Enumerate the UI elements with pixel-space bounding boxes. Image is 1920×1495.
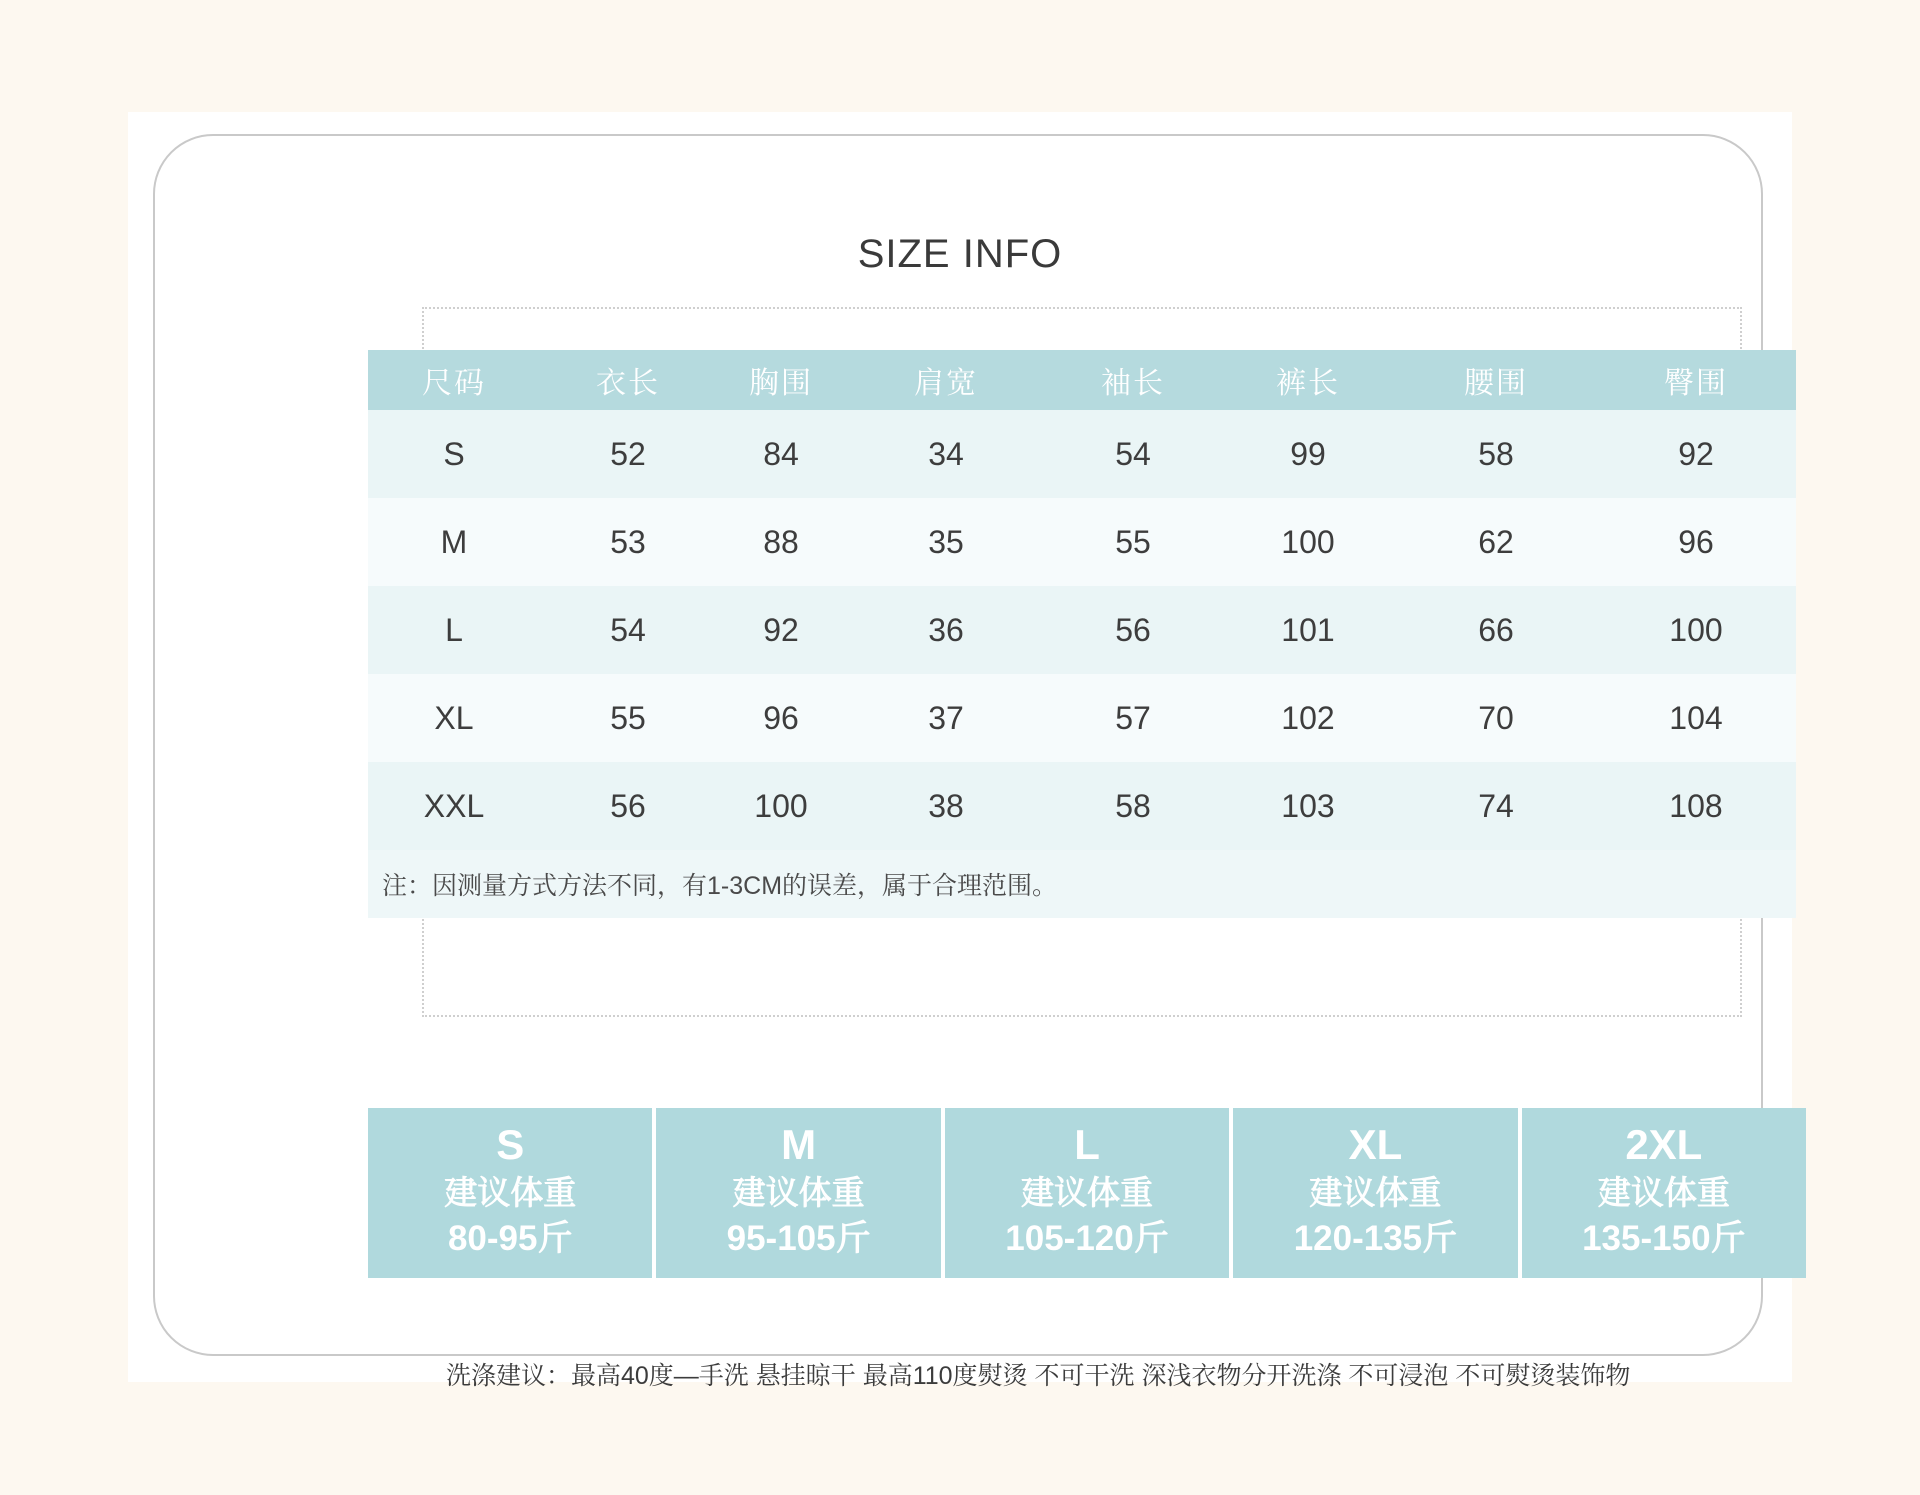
right-margin-band (1792, 0, 1920, 1495)
cell-shoulder: 38 (846, 762, 1046, 850)
measurement-note-row (368, 850, 1796, 918)
cell-hip: 108 (1596, 762, 1796, 850)
column-header-size: 尺码 (368, 350, 540, 410)
table-row (368, 586, 1796, 674)
cell-shoulder: 36 (846, 586, 1046, 674)
cell-pants-length: 101 (1220, 586, 1396, 674)
cell-size: L (368, 586, 540, 674)
column-header-pants-length: 裤长 (1220, 350, 1396, 410)
cell-shoulder: 35 (846, 498, 1046, 586)
weight-block-size: M (781, 1121, 817, 1168)
cell-pants-length: 99 (1220, 410, 1396, 498)
table-row (368, 762, 1796, 850)
weight-block-value: 120-135斤 (1293, 1219, 1458, 1258)
cell-waist: 58 (1396, 410, 1596, 498)
cell-hip: 92 (1596, 410, 1796, 498)
weight-block-xl (1233, 1108, 1517, 1278)
table-row (368, 674, 1796, 762)
recommended-weight-blocks (368, 1108, 1806, 1278)
cell-length: 56 (540, 762, 716, 850)
table-row (368, 498, 1796, 586)
weight-block-size: XL (1348, 1121, 1403, 1168)
column-header-bust: 胸围 (716, 350, 846, 410)
cell-bust: 92 (716, 586, 846, 674)
weight-block-value: 105-120斤 (1005, 1219, 1169, 1258)
cell-waist: 66 (1396, 586, 1596, 674)
washing-instructions: 洗涤建议：最高40度—手洗 悬挂晾干 最高110度熨烫 不可干洗 深浅衣物分开洗涤 不可浸泡 不可熨烫装饰物 (446, 1362, 1631, 1390)
cell-length: 52 (540, 410, 716, 498)
cell-bust: 100 (716, 762, 846, 850)
weight-block-label: 建议体重 (732, 1176, 865, 1212)
column-header-sleeve: 袖长 (1046, 350, 1220, 410)
weight-block-value: 80-95斤 (447, 1219, 573, 1258)
cell-length: 55 (540, 674, 716, 762)
weight-block-l (945, 1108, 1229, 1278)
cell-length: 53 (540, 498, 716, 586)
weight-block-value: 95-105斤 (726, 1219, 871, 1258)
cell-hip: 104 (1596, 674, 1796, 762)
weight-block-label: 建议体重 (1021, 1176, 1154, 1212)
weight-block-label: 建议体重 (444, 1176, 577, 1212)
cell-bust: 84 (716, 410, 846, 498)
cell-hip: 100 (1596, 586, 1796, 674)
page-title: SIZE INFO (857, 232, 1063, 276)
cell-shoulder: 37 (846, 674, 1046, 762)
cell-sleeve: 57 (1046, 674, 1220, 762)
cell-pants-length: 100 (1220, 498, 1396, 586)
cell-waist: 62 (1396, 498, 1596, 586)
left-margin-band (0, 0, 128, 1495)
cell-hip: 96 (1596, 498, 1796, 586)
weight-block-label: 建议体重 (1597, 1176, 1730, 1212)
weight-block-size: 2XL (1625, 1121, 1703, 1168)
size-info-card (128, 112, 1792, 1390)
weight-block-2xl (1522, 1108, 1806, 1278)
weight-block-s (368, 1108, 652, 1278)
weight-block-value: 135-150斤 (1582, 1219, 1746, 1258)
weight-block-size: L (1074, 1121, 1100, 1168)
measurement-note: 注：因测量方式方法不同，有1-3CM的误差，属于合理范围。 (368, 850, 1796, 918)
cell-pants-length: 103 (1220, 762, 1396, 850)
cell-pants-length: 102 (1220, 674, 1396, 762)
weight-block-size: S (496, 1121, 525, 1168)
column-header-shoulder: 肩宽 (846, 350, 1046, 410)
cell-size: XL (368, 674, 540, 762)
column-header-hip: 臀围 (1596, 350, 1796, 410)
cell-size: S (368, 410, 540, 498)
column-header-waist: 腰围 (1396, 350, 1596, 410)
cell-waist: 70 (1396, 674, 1596, 762)
cell-sleeve: 54 (1046, 410, 1220, 498)
cell-sleeve: 58 (1046, 762, 1220, 850)
size-measurement-table (368, 350, 1796, 918)
cell-size: XXL (368, 762, 540, 850)
cell-bust: 96 (716, 674, 846, 762)
cell-sleeve: 55 (1046, 498, 1220, 586)
cell-bust: 88 (716, 498, 846, 586)
table-header-row (368, 350, 1796, 410)
cell-length: 54 (540, 586, 716, 674)
weight-block-label: 建议体重 (1309, 1176, 1442, 1212)
column-header-length: 衣长 (540, 350, 716, 410)
cell-shoulder: 34 (846, 410, 1046, 498)
weight-block-m (656, 1108, 940, 1278)
cell-sleeve: 56 (1046, 586, 1220, 674)
cell-waist: 74 (1396, 762, 1596, 850)
cell-size: M (368, 498, 540, 586)
table-row (368, 410, 1796, 498)
